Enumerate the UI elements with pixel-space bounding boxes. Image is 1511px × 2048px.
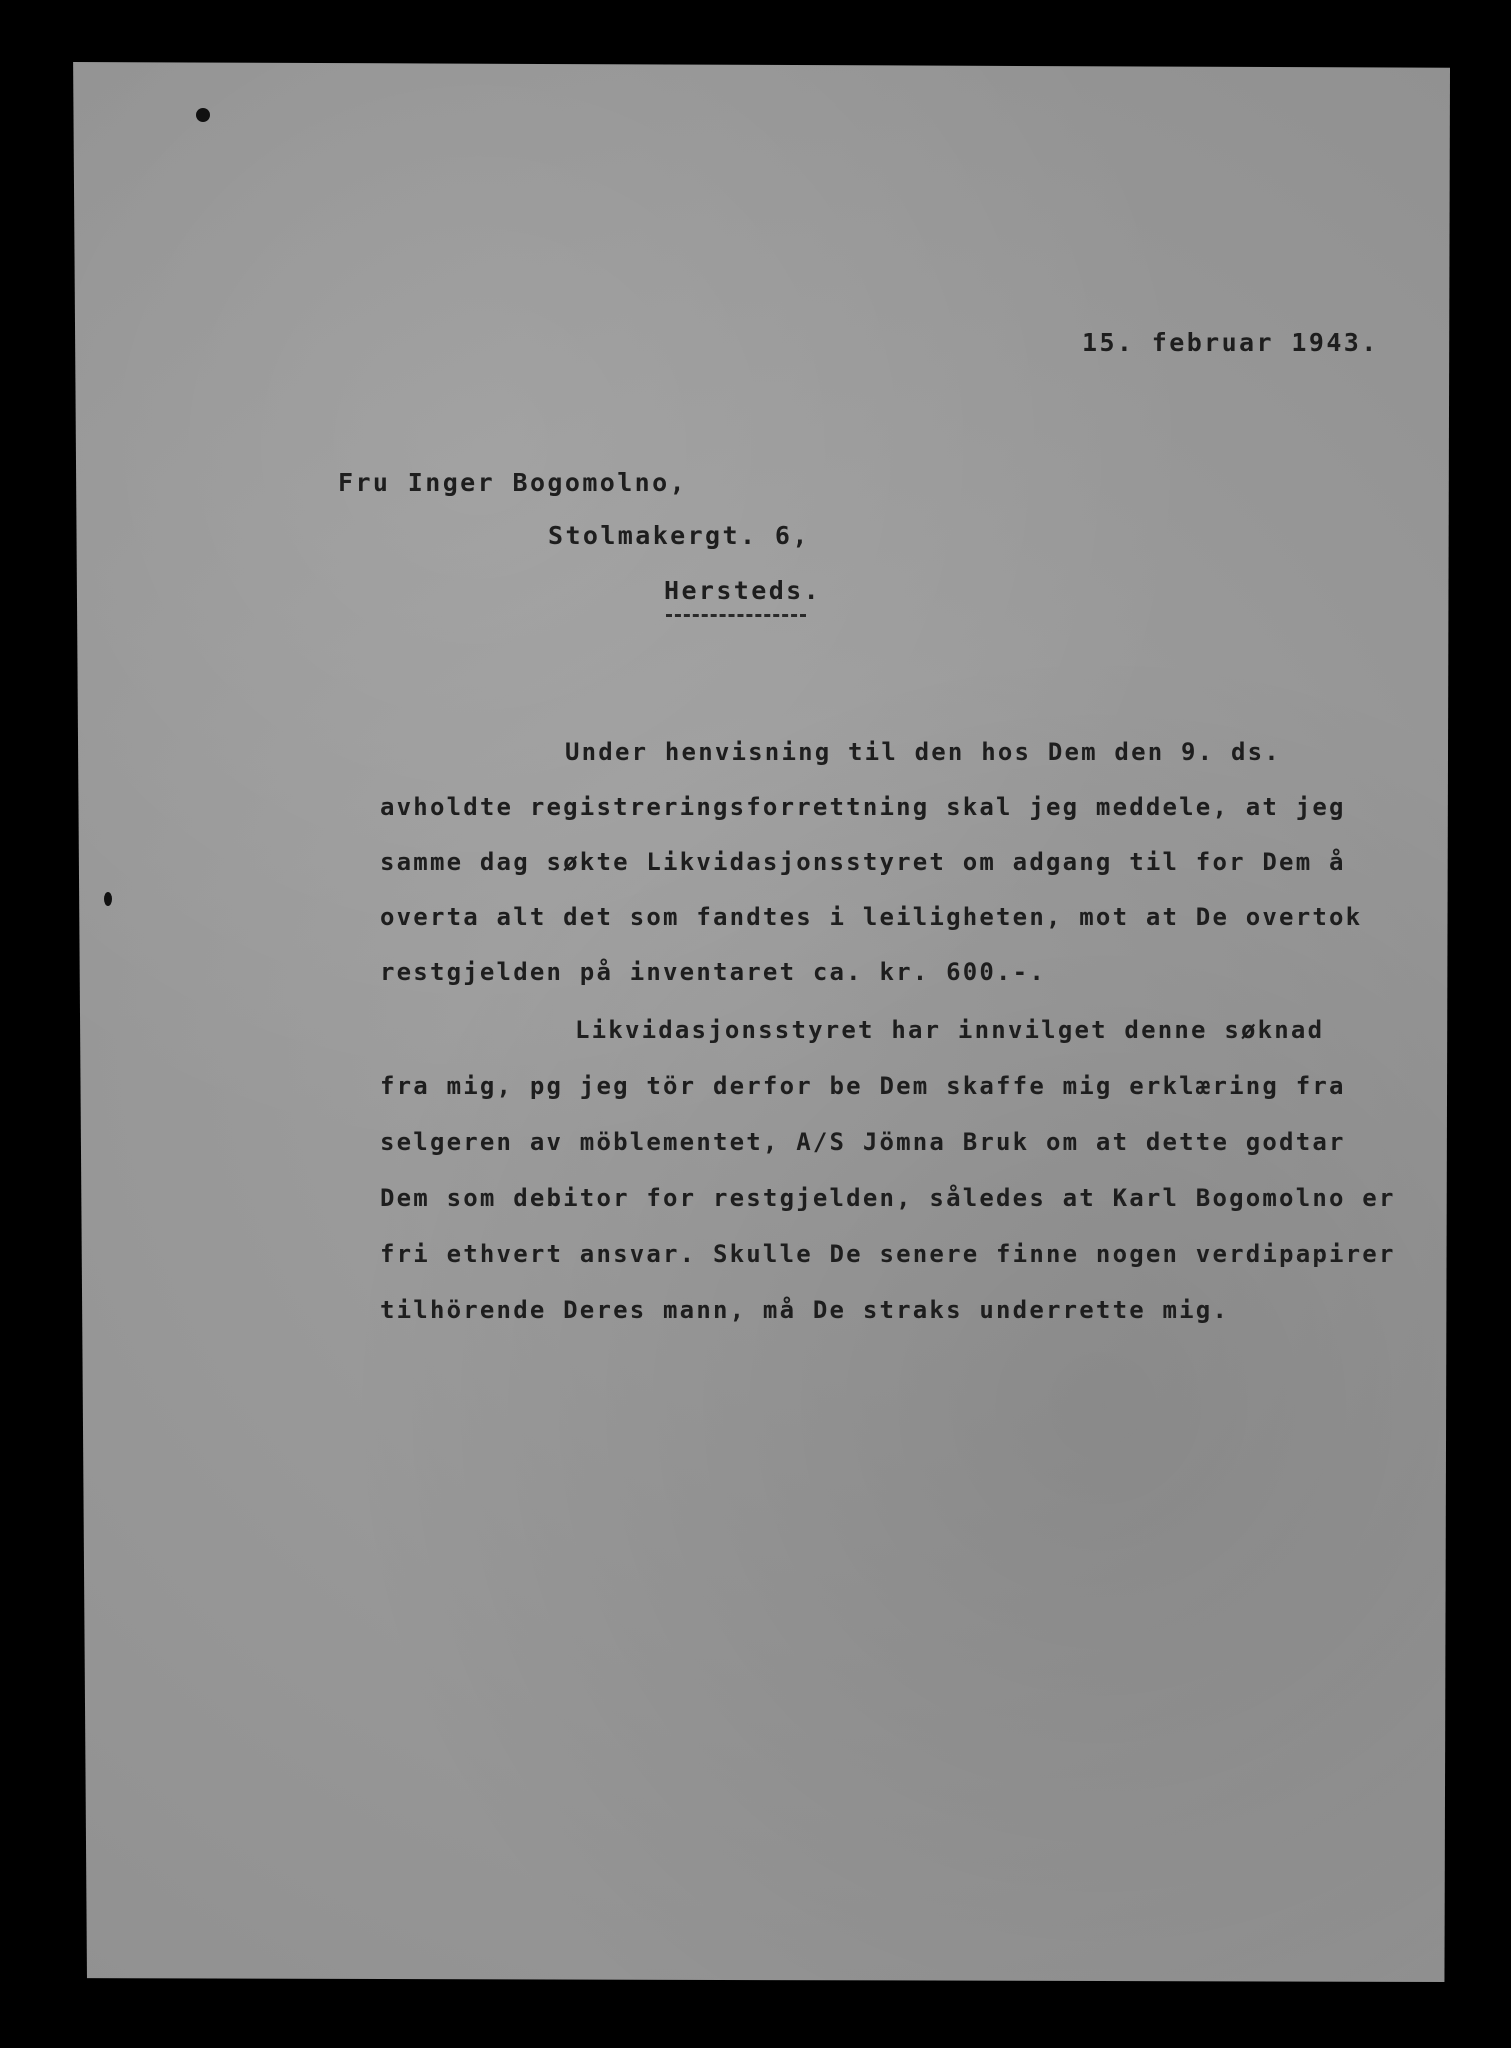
body-line: restgjelden på inventaret ca. kr. 600.-. xyxy=(380,958,1046,986)
body-line: samme dag søkte Likvidasjonsstyret om adgang til for Dem å xyxy=(380,848,1346,876)
body-line: avholdte registreringsforrettning skal jeg meddele, at jeg xyxy=(380,793,1346,821)
body-line: fri ethvert ansvar. Skulle De senere finne nogen verdipapirer xyxy=(380,1240,1396,1268)
body-line: Likvidasjonsstyret har innvilget denne søknad xyxy=(575,1016,1325,1044)
body-line: overta alt det som fandtes i leiligheten, mot at De overtok xyxy=(380,903,1363,931)
body-line: Under henvisning til den hos Dem den 9. ds. xyxy=(565,738,1281,766)
letter-date: 15. februar 1943. xyxy=(1082,328,1379,357)
address-underline xyxy=(666,614,806,617)
recipient-street: Stolmakergt. 6, xyxy=(548,521,810,550)
recipient-name: Fru Inger Bogomolno, xyxy=(338,468,688,497)
body-line: selgeren av möblementet, A/S Jömna Bruk om at dette godtar xyxy=(380,1128,1346,1156)
body-line: fra mig, pg jeg tör derfor be Dem skaffe mig erklæring fra xyxy=(380,1072,1346,1100)
recipient-city: Hersteds. xyxy=(664,576,822,605)
body-line: Dem som debitor for restgjelden, således at Karl Bogomolno er xyxy=(380,1184,1396,1212)
body-line: tilhörende Deres mann, må De straks underrette mig. xyxy=(380,1296,1230,1324)
punch-hole-mark xyxy=(196,108,210,122)
punch-hole-mark xyxy=(104,892,112,906)
